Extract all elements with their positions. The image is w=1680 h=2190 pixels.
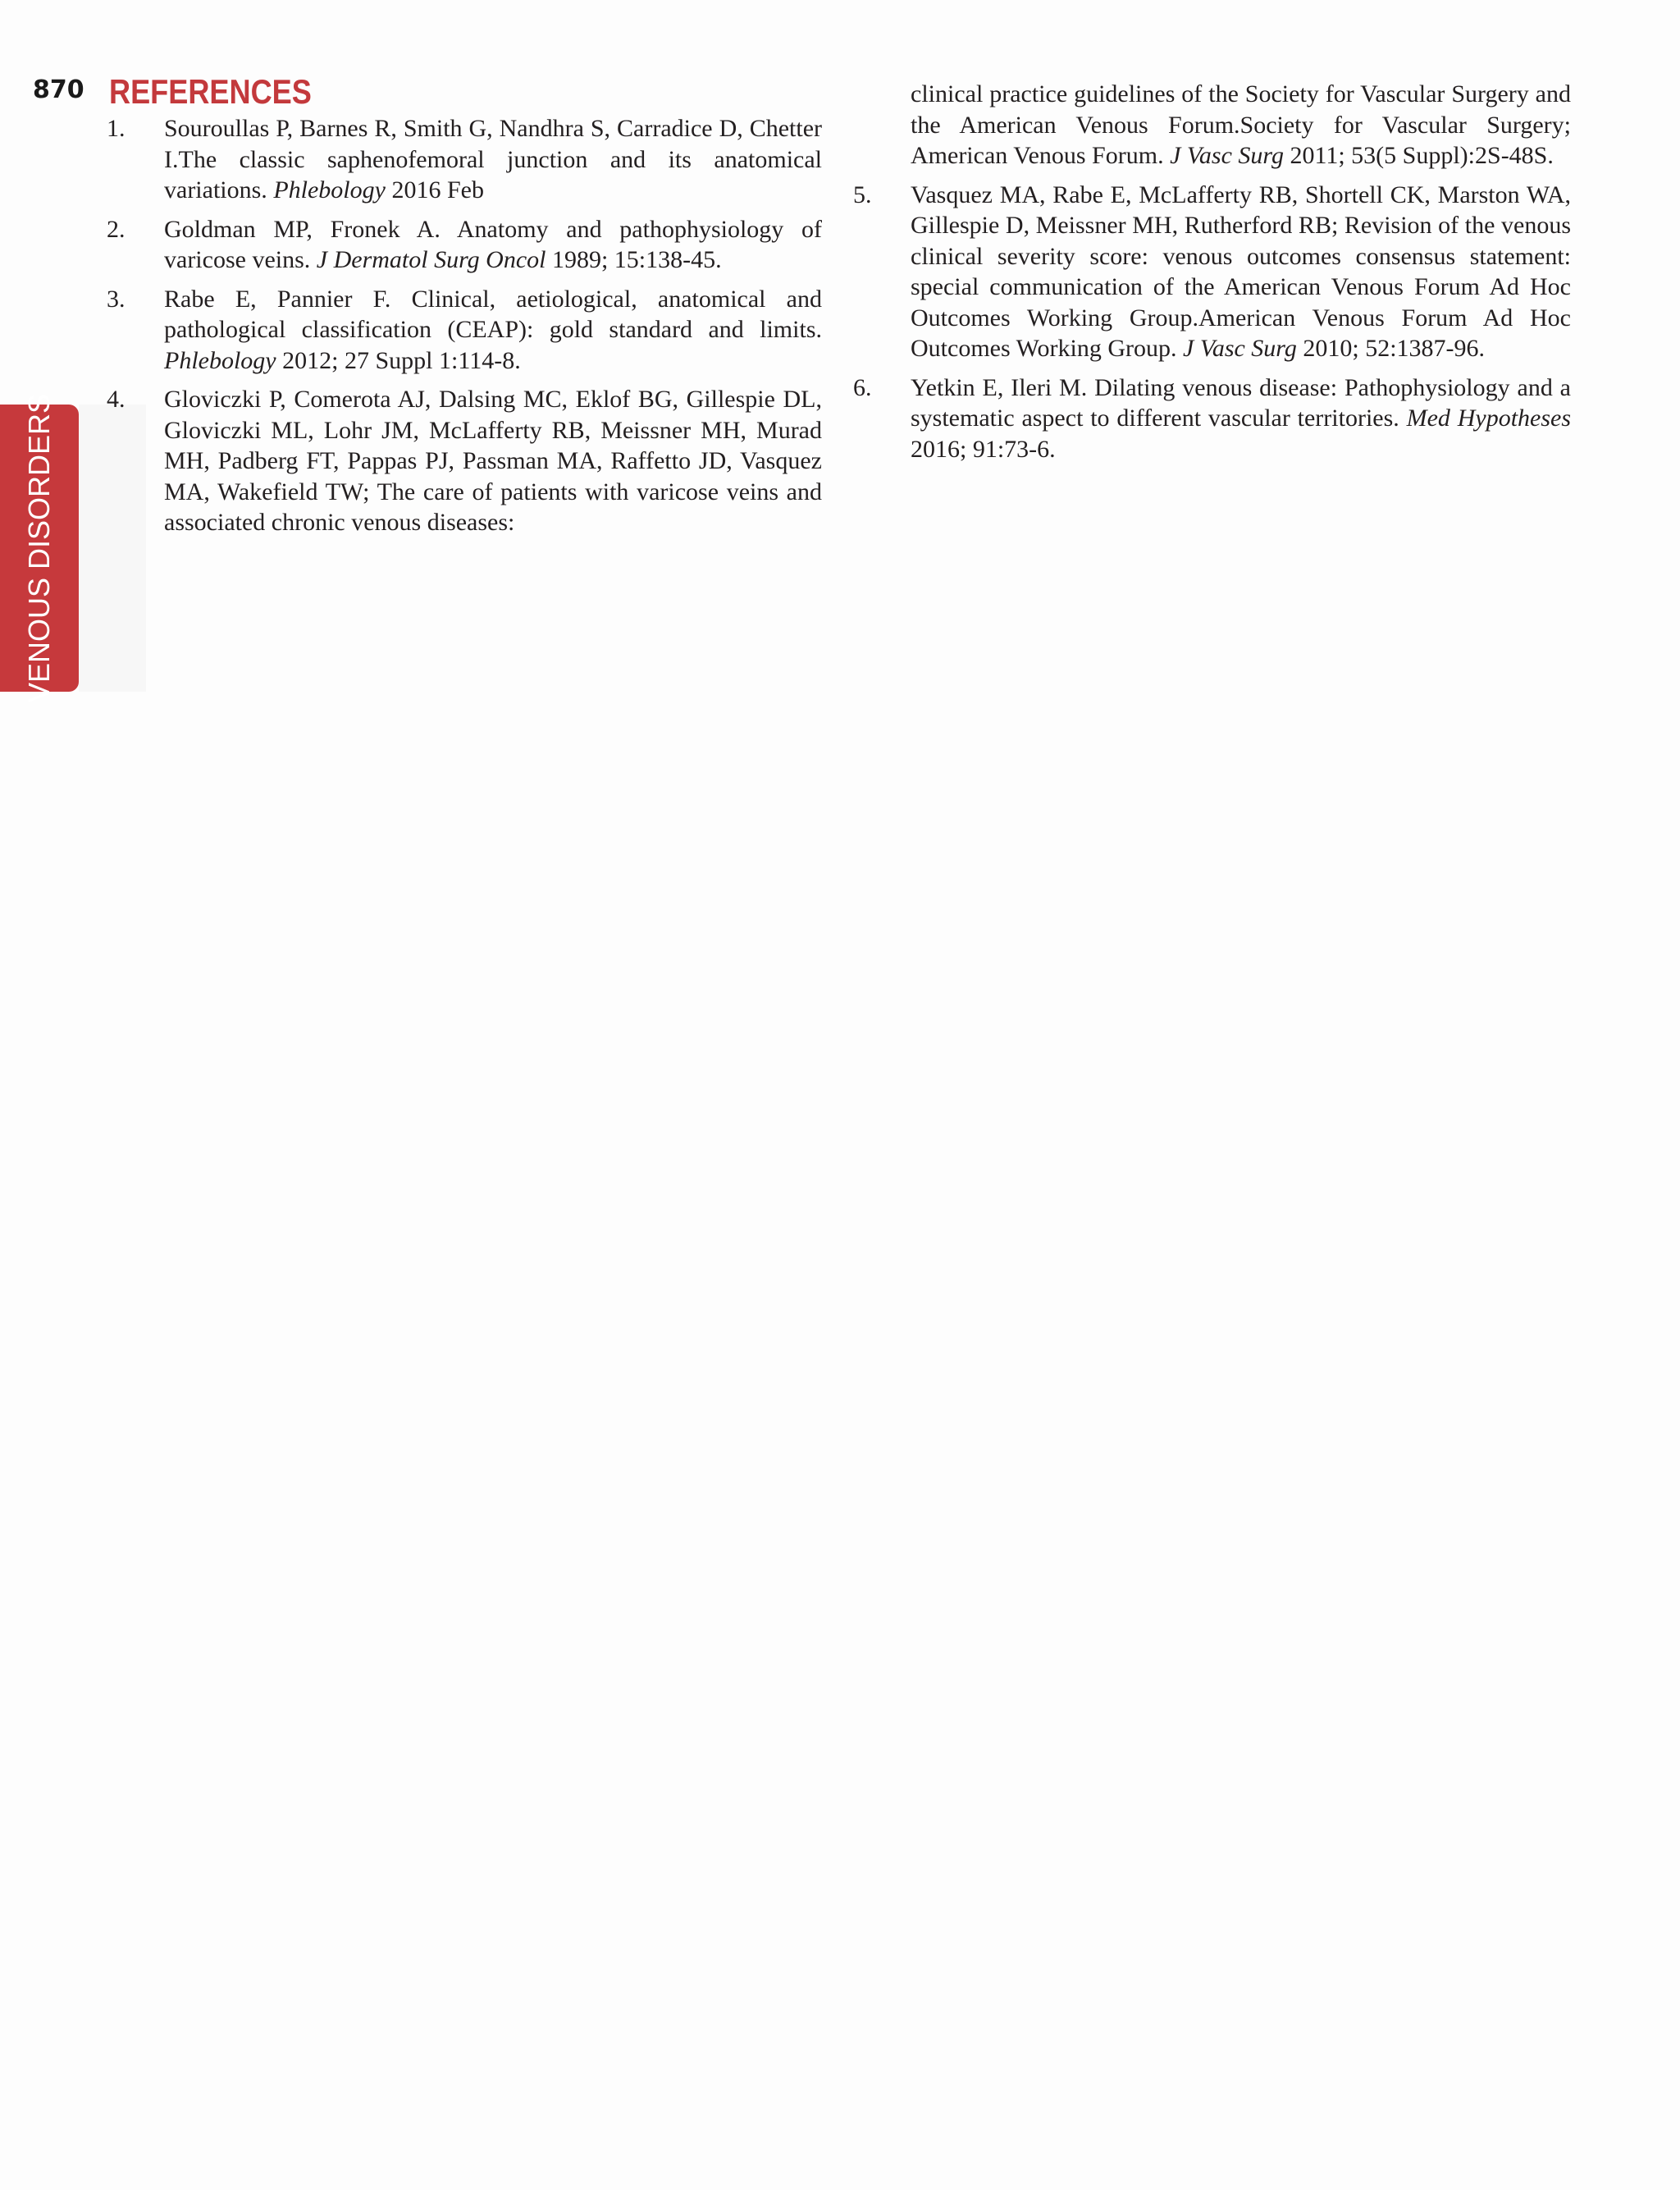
reference-authors-title: Gloviczki P, Comerota AJ, Dalsing MC, Eklof BG, Gillespie DL, Gloviczki ML, Lohr JM, McLafferty RB, Meissner MH, Murad MH, Padberg FT, Pappas PJ, Passman MA, Raffetto JD, Vasquez MA, Wakefield TW; The care of patients with varicose veins and associated chronic venous diseases:: [164, 386, 822, 536]
reference-number: 1.: [107, 115, 126, 142]
reference-number: 2.: [107, 215, 126, 243]
reference-item: [107, 113, 822, 206]
side-tab-label: VENOUS DISORDERS: [22, 393, 56, 703]
reference-journal: Phlebology: [164, 346, 276, 374]
reference-citation: 2012; 27 Suppl 1:114-8.: [276, 346, 521, 374]
reference-citation: 2016 Feb: [385, 176, 484, 203]
side-tab: [0, 393, 79, 703]
page-number: 870: [33, 75, 84, 104]
reference-number: 6.: [853, 373, 872, 401]
reference-text: [164, 284, 822, 377]
reference-journal: Med Hypotheses: [1406, 405, 1572, 432]
reference-authors-title: Rabe E, Pannier F. Clinical, aetiological, anatomical and pathological classification (CEAP): gold standard and limits.: [164, 285, 822, 343]
reference-citation: 1989; 15:138-45.: [546, 246, 722, 273]
reference-item: [107, 284, 822, 377]
reference-authors-title: clinical practice guidelines of the Society for Vascular Surgery and the American Venous Forum.Society for Vascular Surgery; American Venous Forum.: [911, 80, 1571, 169]
reference-text: [911, 180, 1571, 364]
reference-text: [911, 373, 1571, 465]
reference-text: [911, 79, 1571, 171]
reference-authors-title: Yetkin E, Ileri M. Dilating venous disease: Pathophysiology and a systematic aspect to different vascular territories.: [911, 373, 1571, 432]
reference-journal: J Dermatol Surg Oncol: [316, 246, 546, 273]
reference-number: 3.: [107, 285, 126, 313]
reference-citation: 2011; 53(5 Suppl):2S-48S.: [1283, 142, 1554, 169]
reference-authors-title: Vasquez MA, Rabe E, McLafferty RB, Shortell CK, Marston WA, Gillespie D, Meissner MH, Rutherford RB; Revision of the venous clinical severity score: venous outcomes consensus statement: special communication of the American Venous Forum Ad Hoc Outcomes Working Group.American Venous Forum Ad Hoc Outcomes Working Group.: [911, 181, 1571, 362]
reference-item: [107, 384, 822, 538]
reference-text: [164, 214, 822, 276]
references-column-left: [107, 79, 822, 546]
reference-citation: 2010; 52:1387-96.: [1296, 335, 1486, 362]
references-column-right: [853, 79, 1571, 473]
reference-citation: 2016; 91:73-6.: [911, 435, 1056, 463]
reference-number: 4.: [107, 386, 126, 413]
reference-authors-title: Goldman MP, Fronek A. Anatomy and pathophysiology of varicose veins.: [164, 215, 822, 273]
reference-item: [107, 214, 822, 276]
reference-number: 5.: [853, 181, 872, 208]
reference-continuation: [853, 79, 1571, 171]
reference-text: [164, 384, 822, 538]
reference-text: [164, 113, 822, 206]
reference-item: [853, 180, 1571, 364]
reference-journal: J Vasc Surg: [1183, 335, 1297, 362]
section-heading: REFERENCES: [109, 72, 312, 111]
reference-journal: J Vasc Surg: [1170, 142, 1284, 169]
reference-authors-title: Souroullas P, Barnes R, Smith G, Nandhra S, Carradice D, Chetter I.The classic saphenofemoral junction and its anatomical variations.: [164, 115, 822, 203]
reference-item: [853, 373, 1571, 465]
reference-journal: Phlebology: [273, 176, 386, 203]
